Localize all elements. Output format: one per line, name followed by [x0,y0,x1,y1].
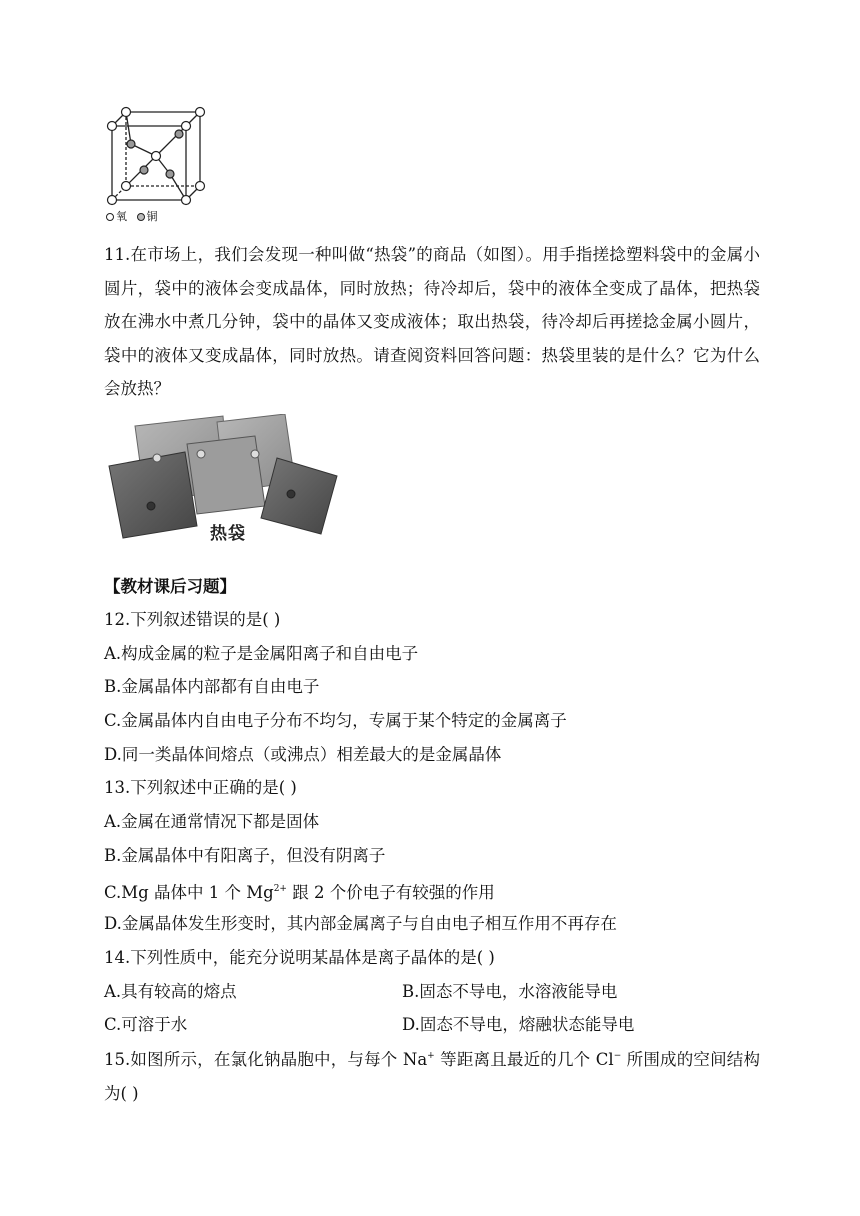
question-13-option-b: B.金属晶体中有阳离子，但没有阴离子 [104,846,386,865]
figure-legend [106,208,158,224]
ion-superscript: − [613,1051,622,1061]
question-13-option-d: D.金属晶体发生形变时，其内部金属离子与自由电子相互作用不再存在 [104,914,617,933]
question-15-text-end: 所围成的空间结构为( ) [104,1050,760,1103]
question-14-stem: 14.下列性质中，能充分说明某晶体是离子晶体的是( ) [104,948,495,967]
question-13-stem: 13.下列叙述中正确的是( ) [104,778,297,797]
section-heading: 【教材课后习题】 [104,577,236,596]
question-15-text: 15.如图所示，在氯化钠晶胞中，与每个 Na [104,1050,428,1069]
question-13-option-c-text-end: 跟 2 个价电子有较强的作用 [286,883,495,902]
question-14-option-b: B.固态不导电，水溶液能导电 [402,982,618,1001]
question-15-text-mid: 等距离且最近的几个 Cl [434,1050,614,1069]
charge-superscript: 2+ [273,884,287,894]
copper-marker-icon [137,213,145,221]
legend-oxygen: 氧 [116,210,127,223]
question-12-option-b: B.金属晶体内部都有自由电子 [104,677,320,696]
crystal-cell-figure [104,104,216,228]
heat-pack-caption: 热袋 [210,524,246,544]
question-12-option-d: D.同一类晶体间熔点（或沸点）相差最大的是金属晶体 [104,745,502,764]
question-14-option-d: D.固态不导电，熔融状态能导电 [402,1015,635,1034]
oxygen-marker-icon [106,213,114,221]
question-13-option-a: A.金属在通常情况下都是固体 [104,812,320,831]
question-12-option-a: A.构成金属的粒子是金属阳离子和自由电子 [104,644,419,663]
question-12-stem: 12.下列叙述错误的是( ) [104,610,281,629]
question-14-option-c: C.可溶于水 [104,1015,188,1034]
ion-superscript: + [427,1051,435,1061]
question-13-option-c-text: C.Mg 晶体中 1 个 Mg [104,883,274,902]
legend-copper: 铜 [146,210,158,223]
question-15 [104,1040,760,1110]
question-11: 11.在市场上，我们会发现一种叫做“热袋”的商品（如图）。用手指搓捻塑料袋中的金属小圆片，袋中的液体会变成晶体，同时放热；待冷却后，袋中的液体全变成了晶体，把热袋放在沸水中煮几分钟，袋中的晶体又变成液体；取出热袋，待冷却后再搓捻金属小圆片，袋中的液体又变成晶体，同时放热。请查阅资料回答问题：热袋里装的是什么？它为什么会放热？ [104,245,760,398]
question-12-option-c: C.金属晶体内自由电子分布不均匀，专属于某个特定的金属离子 [104,711,567,730]
question-13-option-c [104,877,495,905]
crystal-cell-diagram [104,104,216,208]
question-14-option-a: A.具有较高的熔点 [104,982,237,1001]
